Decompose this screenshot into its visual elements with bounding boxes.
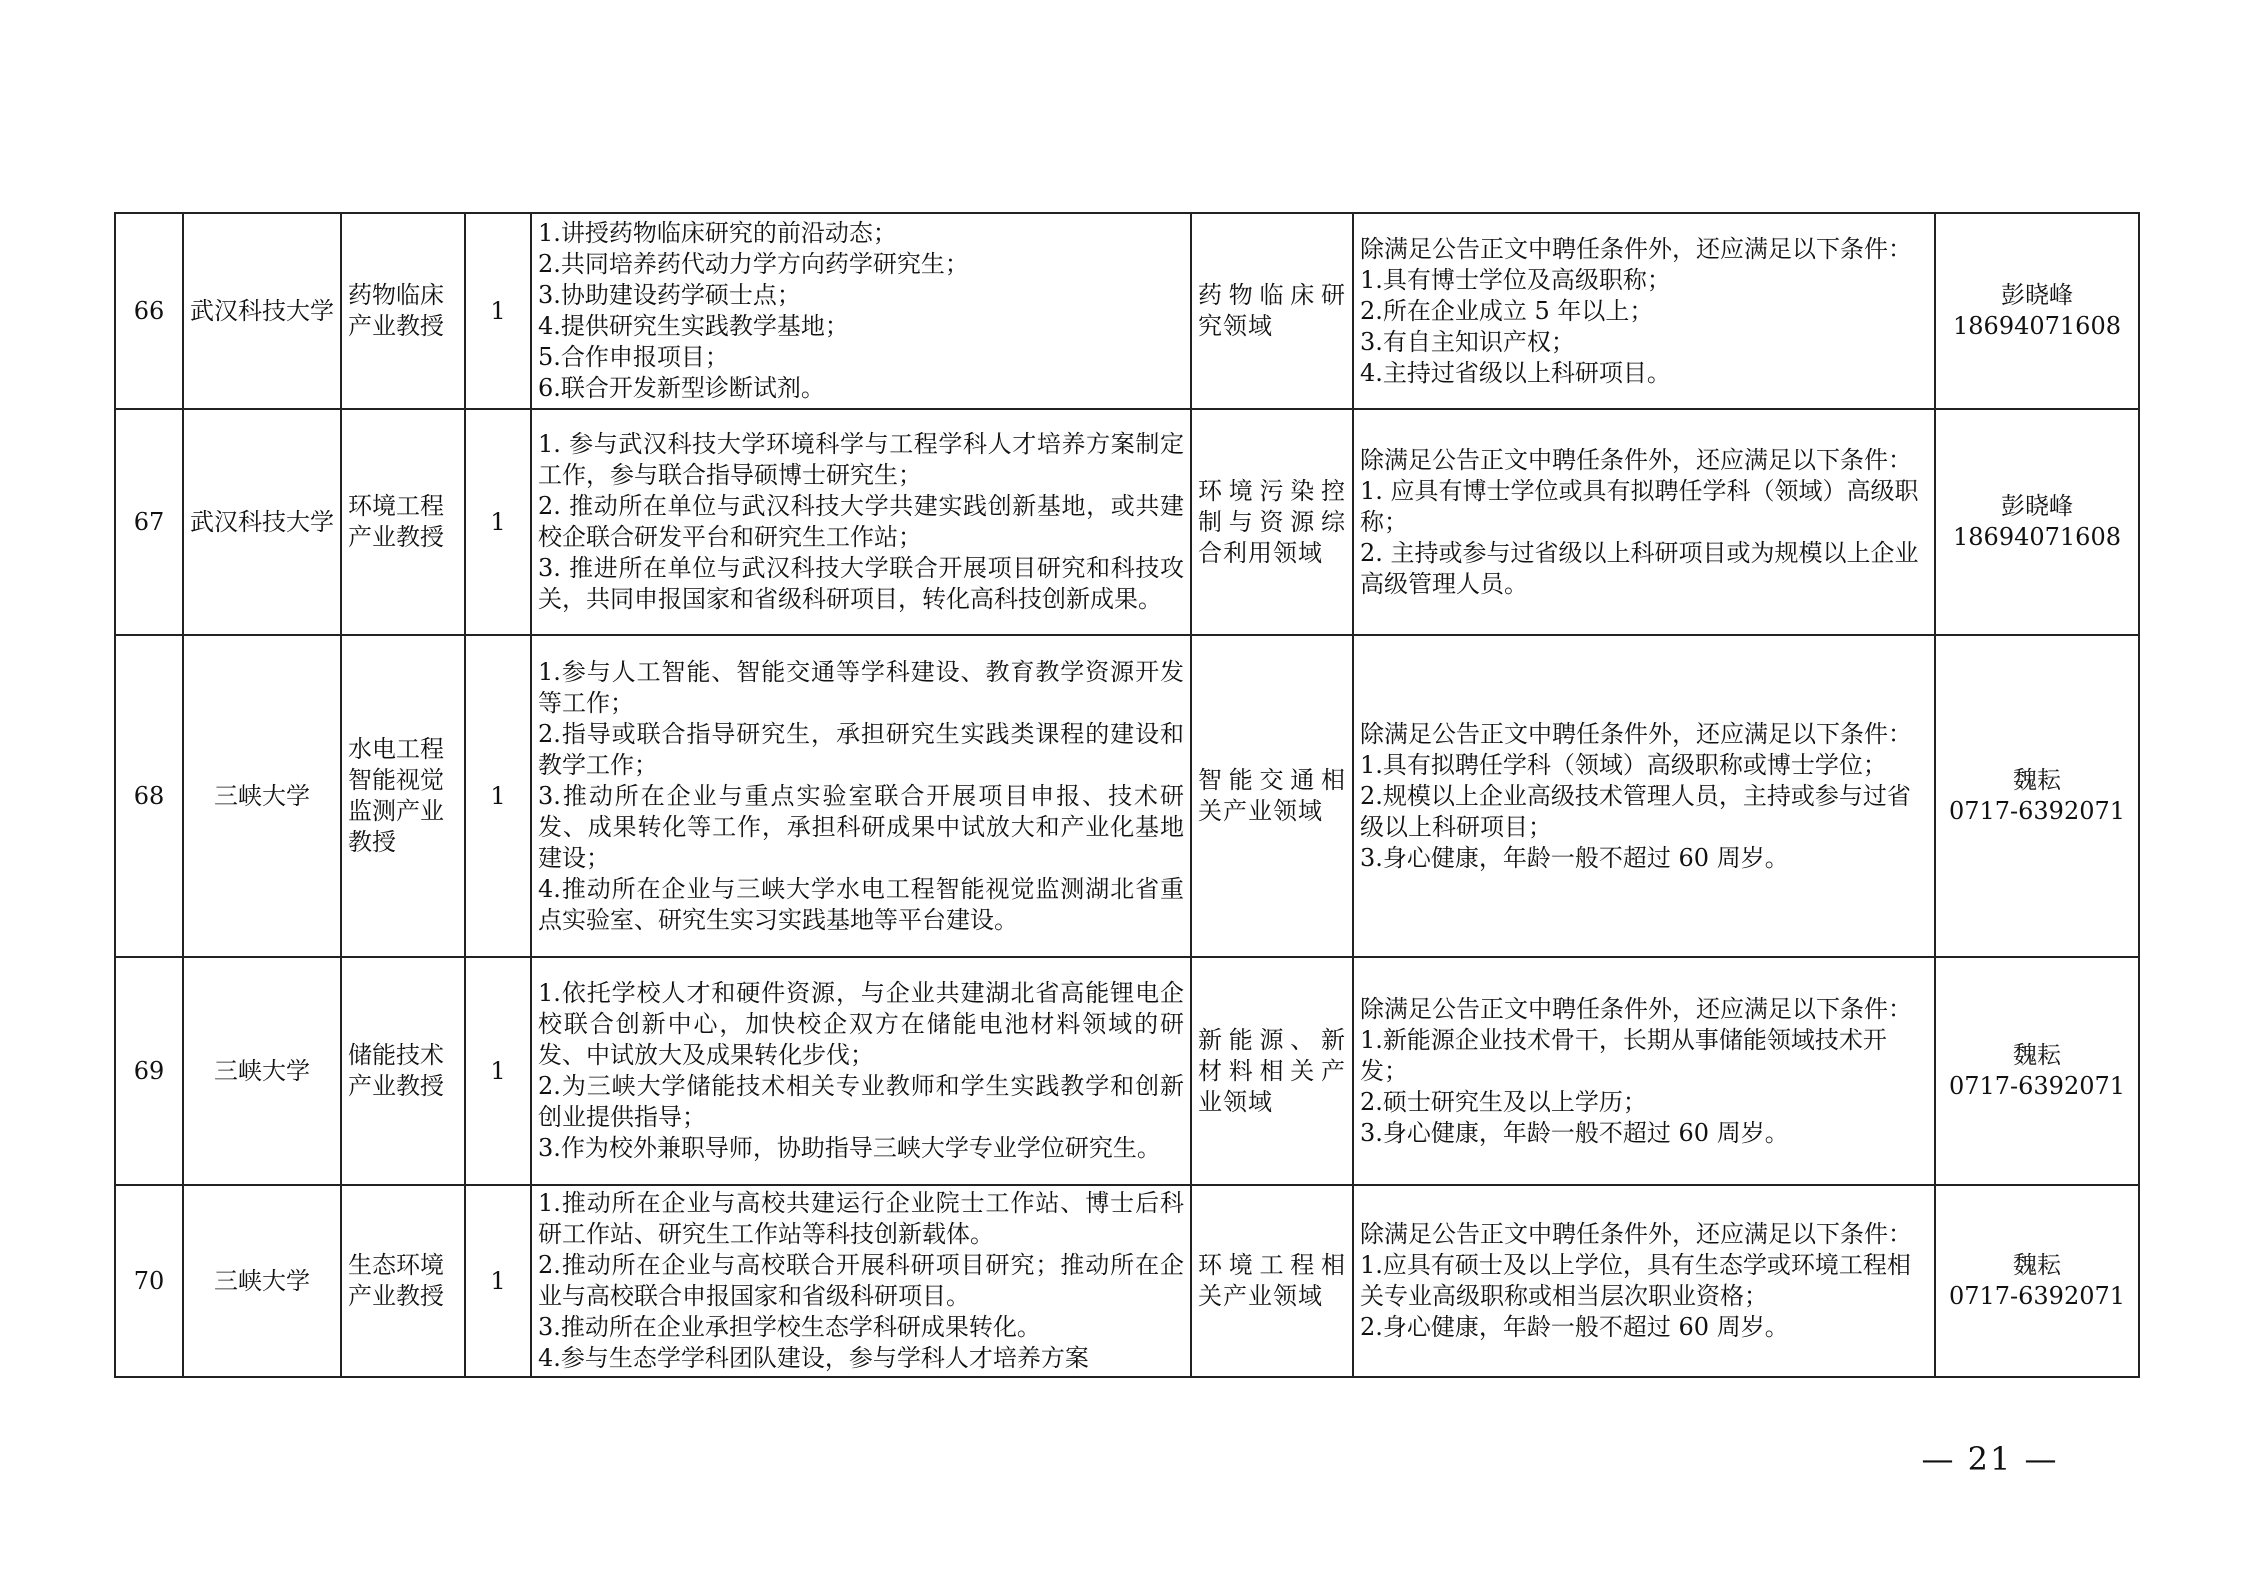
contact-name: 彭晓峰: [2001, 492, 2073, 520]
row-number: 70: [115, 1185, 183, 1377]
requirement-item: 1.具有拟聘任学科（领域）高级职称或博士学位；: [1360, 750, 1887, 779]
duty-item: 1. 参与武汉科技大学环境科学与工程学科人才培养方案制定工作，参与联合指导硕博士研究生；: [538, 430, 1184, 489]
contact-cell: [1935, 409, 2139, 635]
contact-name: 魏耘: [2013, 1251, 2061, 1279]
contact-phone: 0717-6392071: [1948, 1282, 2126, 1310]
requirements-cell: [1353, 213, 1935, 409]
duties-cell: [531, 409, 1191, 635]
duty-item: 4.推动所在企业与三峡大学水电工程智能视觉监测湖北省重点实验室、研究生实习实践基地等平台建设。: [538, 874, 1184, 934]
contact-cell: [1935, 1185, 2139, 1377]
duty-item: 1.依托学校人才和硬件资源，与企业共建湖北省高能锂电企校联合创新中心，加快校企双方在储能电池材料领域的研发、中试放大及成果转化步伐；: [538, 979, 1184, 1069]
requirement-item: 除满足公告正文中聘任条件外，还应满足以下条件：: [1360, 234, 1912, 263]
contact-phone: 0717-6392071: [1948, 1072, 2126, 1100]
university-name: 武汉科技大学: [183, 213, 341, 409]
contact-name: 魏耘: [2013, 766, 2061, 794]
duties-cell: [531, 1185, 1191, 1377]
duty-item: 2. 推动所在单位与武汉科技大学共建实践创新基地，或共建校企联合研发平台和研究生工作站；: [538, 492, 1184, 551]
position-count: 1: [465, 957, 531, 1185]
field-name: 药物临床研究领域: [1191, 213, 1353, 409]
requirement-item: 2.身心健康，年龄一般不超过 60 周岁。: [1360, 1313, 1789, 1341]
table-row: [115, 1185, 2139, 1377]
table-row: [115, 957, 2139, 1185]
duty-item: 4.参与生态学学科团队建设，参与学科人才培养方案: [538, 1344, 1089, 1372]
position-title: 储能技术产业教授: [341, 957, 465, 1185]
requirement-item: 1.新能源企业技术骨干，长期从事储能领域技术开发；: [1360, 1025, 1887, 1085]
row-number: 66: [115, 213, 183, 409]
duty-item: 2.为三峡大学储能技术相关专业教师和学生实践教学和创新创业提供指导；: [538, 1072, 1184, 1131]
duty-item: 2.推动所在企业与高校联合开展科研项目研究；推动所在企业与高校联合申报国家和省级科研项目。: [538, 1251, 1184, 1310]
requirement-item: 3.身心健康，年龄一般不超过 60 周岁。: [1360, 843, 1789, 872]
duty-item: 5.合作申报项目；: [538, 343, 729, 371]
position-title: 药物临床产业教授: [341, 213, 465, 409]
requirement-item: 2.硕士研究生及以上学历；: [1360, 1087, 1647, 1116]
table-row: [115, 409, 2139, 635]
requirements-cell: [1353, 1185, 1935, 1377]
university-name: 武汉科技大学: [183, 409, 341, 635]
requirements-cell: [1353, 957, 1935, 1185]
duty-item: 3.推动所在企业承担学校生态学科研成果转化。: [538, 1313, 1041, 1341]
requirement-item: 除满足公告正文中聘任条件外，还应满足以下条件：: [1360, 994, 1912, 1023]
contact-cell: [1935, 213, 2139, 409]
position-count: 1: [465, 213, 531, 409]
duty-item: 3.协助建设药学硕士点；: [538, 281, 801, 309]
positions-table: [114, 212, 2140, 1378]
requirement-item: 1.应具有硕士及以上学位，具有生态学或环境工程相关专业高级职称或相当层次职业资格；: [1360, 1251, 1911, 1310]
position-count: 1: [465, 1185, 531, 1377]
field-name: 新能源、新材料相关产业领域: [1191, 957, 1353, 1185]
duty-item: 3.作为校外兼职导师，协助指导三峡大学专业学位研究生。: [538, 1134, 1161, 1162]
contact-name: 彭晓峰: [2001, 281, 2073, 309]
contact-phone: 18694071608: [1953, 312, 2121, 340]
requirement-item: 除满足公告正文中聘任条件外，还应满足以下条件：: [1360, 445, 1912, 474]
position-title: 水电工程智能视觉监测产业教授: [341, 635, 465, 957]
row-number: 67: [115, 409, 183, 635]
row-number: 69: [115, 957, 183, 1185]
requirement-item: 2. 主持或参与过省级以上科研项目或为规模以上企业高级管理人员。: [1360, 538, 1919, 598]
field-name: 环境污染控制与资源综合利用领域: [1191, 409, 1353, 635]
requirement-item: 1. 应具有博士学位或具有拟聘任学科（领域）高级职称；: [1360, 476, 1919, 536]
contact-cell: [1935, 957, 2139, 1185]
duty-item: 3. 推进所在单位与武汉科技大学联合开展项目研究和科技攻关，共同申报国家和省级科研项目，转化高科技创新成果。: [538, 554, 1184, 613]
row-number: 68: [115, 635, 183, 957]
university-name: 三峡大学: [183, 635, 341, 957]
contact-name: 魏耘: [2013, 1041, 2061, 1069]
requirement-item: 4.主持过省级以上科研项目。: [1360, 358, 1671, 387]
requirement-item: 2.规模以上企业高级技术管理人员，主持或参与过省级以上科研项目；: [1360, 781, 1911, 841]
position-count: 1: [465, 409, 531, 635]
field-name: 智能交通相关产业领域: [1191, 635, 1353, 957]
contact-phone: 18694071608: [1953, 523, 2121, 551]
field-name: 环境工程相关产业领域: [1191, 1185, 1353, 1377]
duty-item: 4.提供研究生实践教学基地；: [538, 312, 849, 340]
requirement-item: 除满足公告正文中聘任条件外，还应满足以下条件：: [1360, 719, 1912, 748]
requirement-item: 3.身心健康，年龄一般不超过 60 周岁。: [1360, 1118, 1789, 1147]
requirement-item: 1.具有博士学位及高级职称；: [1360, 265, 1671, 294]
table-row: [115, 213, 2139, 409]
duty-item: 6.联合开发新型诊断试剂。: [538, 374, 825, 402]
table-row: [115, 635, 2139, 957]
requirements-cell: [1353, 409, 1935, 635]
requirement-item: 3.有自主知识产权；: [1360, 327, 1575, 356]
contact-phone: 0717-6392071: [1948, 797, 2126, 825]
university-name: 三峡大学: [183, 1185, 341, 1377]
university-name: 三峡大学: [183, 957, 341, 1185]
positions-table-container: [114, 212, 2138, 1378]
page-number: — 21 —: [1921, 1440, 2059, 1478]
position-title: 生态环境产业教授: [341, 1185, 465, 1377]
duties-cell: [531, 213, 1191, 409]
duties-cell: [531, 635, 1191, 957]
duty-item: 2.指导或联合指导研究生，承担研究生实践类课程的建设和教学工作；: [538, 719, 1184, 779]
requirement-item: 2.所在企业成立 5 年以上；: [1360, 296, 1654, 325]
duty-item: 1.参与人工智能、智能交通等学科建设、教育教学资源开发等工作；: [538, 657, 1184, 717]
contact-cell: [1935, 635, 2139, 957]
duty-item: 1.推动所在企业与高校共建运行企业院士工作站、博士后科研工作站、研究生工作站等科技创新载体。: [538, 1189, 1184, 1248]
duty-item: 2.共同培养药代动力学方向药学研究生；: [538, 250, 969, 278]
duty-item: 3.推动所在企业与重点实验室联合开展项目申报、技术研发、成果转化等工作，承担科研成果中试放大和产业化基地建设；: [538, 781, 1184, 872]
position-title: 环境工程产业教授: [341, 409, 465, 635]
duty-item: 1.讲授药物临床研究的前沿动态；: [538, 219, 897, 247]
requirements-cell: [1353, 635, 1935, 957]
table-body: [115, 213, 2139, 1377]
duties-cell: [531, 957, 1191, 1185]
requirement-item: 除满足公告正文中聘任条件外，还应满足以下条件：: [1360, 1220, 1912, 1248]
position-count: 1: [465, 635, 531, 957]
